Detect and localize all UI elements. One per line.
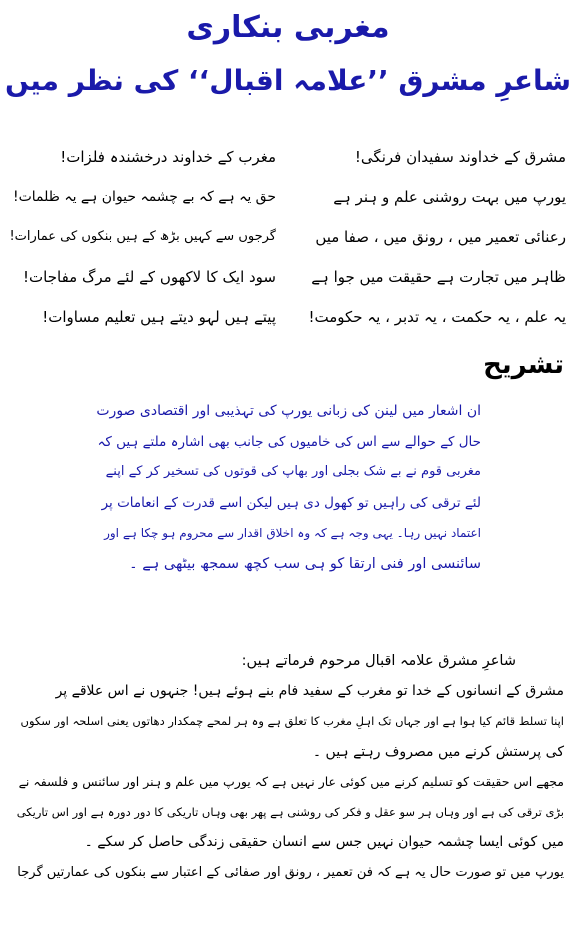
verse-second-hemistich: سود ایک کا لاکھوں کے لئے مرگ مفاجات! <box>23 268 276 286</box>
commentary-line: مغربی قوم نے بے شک بجلی اور بھاپ کی قوتوں کی تسخیر کر کے اپنے <box>105 464 481 479</box>
body-line: اپنا تسلط قائم کیا ہوا ہے اور جہاں تک اہلِ مغرب کا تعلق ہے وہ ہر لمحے چمکدار دھاتوں یعنی اسلحہ اور سکوں <box>20 714 564 729</box>
body-line: یورپ میں تو صورت حال یہ ہے کہ فن تعمیر ، رونق اور صفائی کے اعتبار سے بنکوں کی عمارتیں گرجا <box>17 864 564 880</box>
commentary-line: ان اشعار میں لینن کی زبانی یورپ کی تہذیبی اور اقتصادی صورت <box>96 403 481 419</box>
commentary-heading: تشریح <box>483 350 564 380</box>
verse-second-hemistich: گرجوں سے کہیں بڑھ کے ہیں بنکوں کی عمارات! <box>9 229 276 244</box>
verse <box>10 265 566 305</box>
verse-first-hemistich: یورپ میں بہت روشنی علم و ہنر ہے <box>333 188 566 206</box>
verse-first-hemistich: مشرق کے خداوند سفیدان فرنگی! <box>354 148 566 166</box>
body-line: مجھے اس حقیقت کو تسلیم کرنے میں کوئی عار نہیں ہے کہ یورپ میں علم و ہنر اور سائنس و فلسفہ نے <box>18 773 564 789</box>
poem-verses <box>10 145 566 345</box>
verse <box>10 145 566 185</box>
page-subtitle: شاعرِ مشرق ’’علامہ اقبال‘‘ کی نظر میں <box>5 64 571 97</box>
verse-first-hemistich: یہ علم ، یہ حکمت ، یہ تدبر ، یہ حکومت! <box>308 308 566 326</box>
body-paragraphs <box>8 676 564 888</box>
body-line: میں کوئی ایسا چشمہ حیوان نہیں جس سے انسان حقیقی زندگی حاصل کر سکے ۔ <box>84 834 564 851</box>
body-line: بڑی ترقی کی ہے اور وہاں ہر سو عقل و فکر کی روشنی ہے پھر بھی وہاں تاریکی کا دور دورہ ہے اور اس تاریکی <box>16 805 564 820</box>
verse <box>10 185 566 225</box>
commentary-line: لئے ترقی کی راہیں تو کھول دی ہیں لیکن اسے قدرت کے انعامات پر <box>101 494 481 511</box>
commentary-paragraph <box>95 396 481 579</box>
verse-first-hemistich: ظاہر میں تجارت ہے حقیقت میں جوا ہے <box>311 268 566 286</box>
verse <box>10 305 566 345</box>
verse-first-hemistich: رعنائی تعمیر میں ، رونق میں ، صفا میں <box>315 228 566 246</box>
body-line: کی پرستش کرنے میں مصروف رہتے ہیں ۔ <box>312 743 564 760</box>
body-line: مشرق کے انسانوں کے خدا تو مغرب کے سفید فام بنے ہوئے ہیں! جنہوں نے اس علاقے پر <box>55 683 564 699</box>
verse-second-hemistich: حق یہ ہے کہ بے چشمہ حیوان ہے یہ ظلمات! <box>12 189 276 205</box>
page-title: مغربی بنکاری <box>186 10 390 45</box>
verse <box>10 225 566 265</box>
commentary-line: حال کے حوالے سے اس کی خامیوں کی جانب بھی اشارہ ملتے ہیں کہ <box>97 433 481 450</box>
verse-second-hemistich: مغرب کے خداوند درخشندہ فلزات! <box>60 148 276 166</box>
commentary-line: اعتماد نہیں رہا۔ یہی وجہ ہے کہ وہ اخلاق اقدار سے محروم ہو چکا ہے اور <box>104 526 481 540</box>
verse-second-hemistich: پیتے ہیں لہو دیتے ہیں تعلیم مساوات! <box>42 308 276 326</box>
intro-line: شاعرِ مشرق علامہ اقبال مرحوم فرماتے ہیں: <box>241 653 516 669</box>
commentary-line: سائنسی اور فنی ارتقا کو ہی سب کچھ سمجھ بیٹھی ہے ۔ <box>129 555 481 572</box>
